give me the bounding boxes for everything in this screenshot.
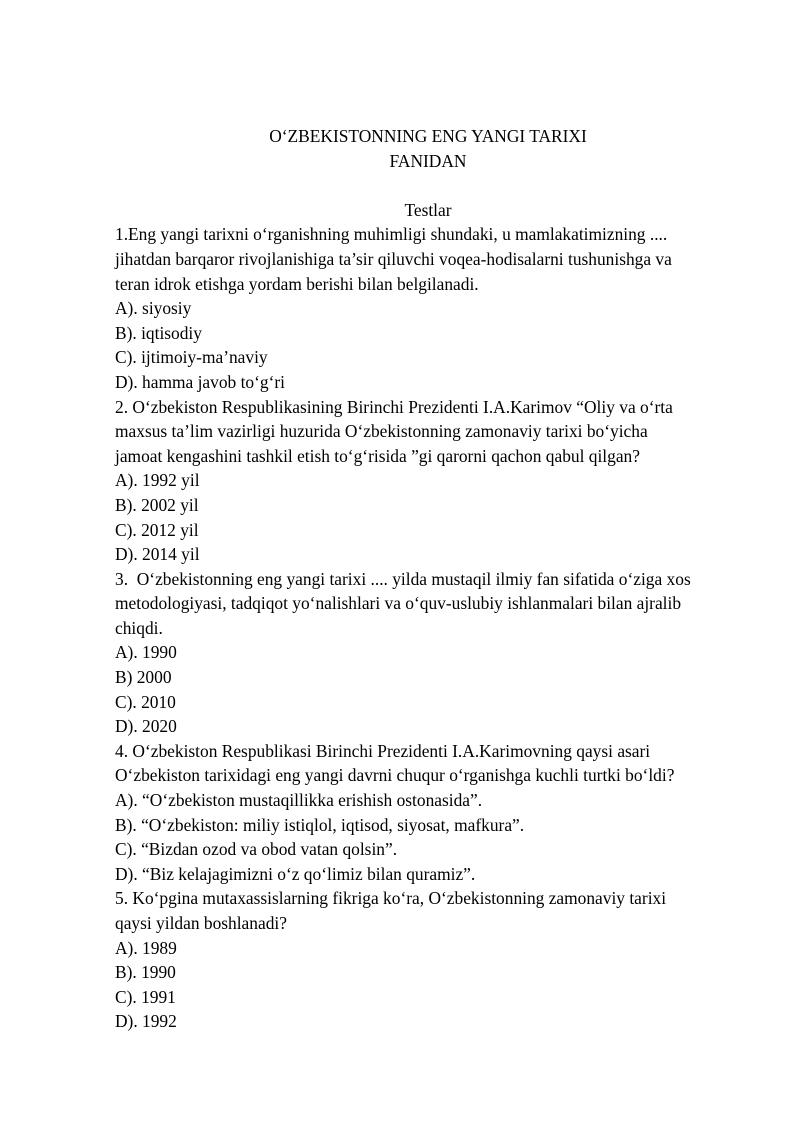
answer-option: C). 1991 bbox=[115, 986, 176, 1007]
answer-option: C). ijtimoiy-ma’naviy bbox=[115, 347, 268, 368]
answer-option: A). “O‘zbekiston mustaqillikka erishish ostonasida”. bbox=[115, 790, 483, 811]
answer-option: B). 1990 bbox=[115, 962, 176, 983]
question-3 bbox=[115, 567, 745, 739]
question-text-line: O‘zbekiston tarixidagi eng yangi davrni chuqur o‘rganishga kuchli turtki bo‘ldi? bbox=[115, 765, 675, 786]
answer-option: A). 1990 bbox=[115, 642, 177, 663]
document-title-line-2: FANIDAN bbox=[389, 150, 467, 171]
question-text-line: qaysi yildan boshlanadi? bbox=[115, 913, 287, 933]
answer-option: A). siyosiy bbox=[115, 298, 192, 319]
question-5 bbox=[115, 886, 745, 1034]
document-content bbox=[115, 124, 745, 1034]
question-text-line: 2. O‘zbekiston Respublikasining Birinchi Prezidenti I.A.Karimov “Oliy va o‘rta bbox=[115, 396, 673, 417]
answer-option: C). 2010 bbox=[115, 691, 176, 712]
question-text-line: teran idrok etishga yordam berishi bilan belgilanadi. bbox=[115, 273, 479, 294]
answer-option: C). 2012 yil bbox=[115, 519, 199, 540]
answer-option: D). 2014 yil bbox=[115, 544, 200, 565]
answer-option: D). hamma javob to‘g‘ri bbox=[115, 371, 285, 392]
answer-option: B). “O‘zbekiston: miliy istiqlol, iqtisod, siyosat, mafkura”. bbox=[115, 814, 525, 835]
question-4 bbox=[115, 739, 745, 887]
question-text-line: jamoat kengashini tashkil etish to‘g‘risida ”gi qarorni qachon qabul qilgan? bbox=[115, 445, 640, 466]
answer-option: D). 1992 bbox=[115, 1011, 177, 1032]
answer-option: A). 1989 bbox=[115, 937, 177, 958]
answer-option: D). 2020 bbox=[115, 716, 177, 737]
answer-option: B). 2002 yil bbox=[115, 494, 199, 515]
blank-line bbox=[115, 173, 745, 198]
question-1 bbox=[115, 222, 745, 394]
question-text-line: 4. O‘zbekiston Respublikasi Birinchi Prezidenti I.A.Karimovning qaysi asari bbox=[115, 740, 651, 761]
question-text-line: metodologiyasi, tadqiqot yo‘nalishlari va o‘quv-uslubiy ishlanmalari bilan ajralib bbox=[115, 593, 682, 614]
question-text-line: 3. O‘zbekistonning eng yangi tarixi .... yilda mustaqil ilmiy fan sifatida o‘ziga xos bbox=[115, 568, 691, 589]
answer-option: D). “Biz kelajagimizni o‘z qo‘limiz bilan quramiz”. bbox=[115, 863, 476, 884]
answer-option: C). “Bizdan ozod va obod vatan qolsin”. bbox=[115, 839, 398, 860]
question-text-line: maxsus ta’lim vazirligi huzurida O‘zbekistonning zamonaviy tarixi bo‘yicha bbox=[115, 421, 648, 442]
document-title-line-1: O‘ZBEKISTONNING ENG YANGI TARIXI bbox=[269, 126, 587, 146]
question-text-line: jihatdan barqaror rivojlanishiga ta’sir qiluvchi voqea-hodisalarni tushunishga va bbox=[115, 248, 672, 269]
answer-option: B). iqtisodiy bbox=[115, 322, 202, 343]
question-text-line: 1.Eng yangi tarixni o‘rganishning muhimligi shundaki, u mamlakatimizning .... bbox=[115, 224, 668, 245]
question-text-line: chiqdi. bbox=[115, 617, 163, 638]
question-text-line: 5. Ko‘pgina mutaxassislarning fikriga ko‘ra, O‘zbekistonning zamonaviy tarixi bbox=[115, 888, 667, 909]
question-2 bbox=[115, 395, 745, 567]
answer-option: B) 2000 bbox=[115, 667, 172, 688]
answer-option: A). 1992 yil bbox=[115, 470, 200, 491]
document-subtitle: Testlar bbox=[404, 199, 452, 220]
